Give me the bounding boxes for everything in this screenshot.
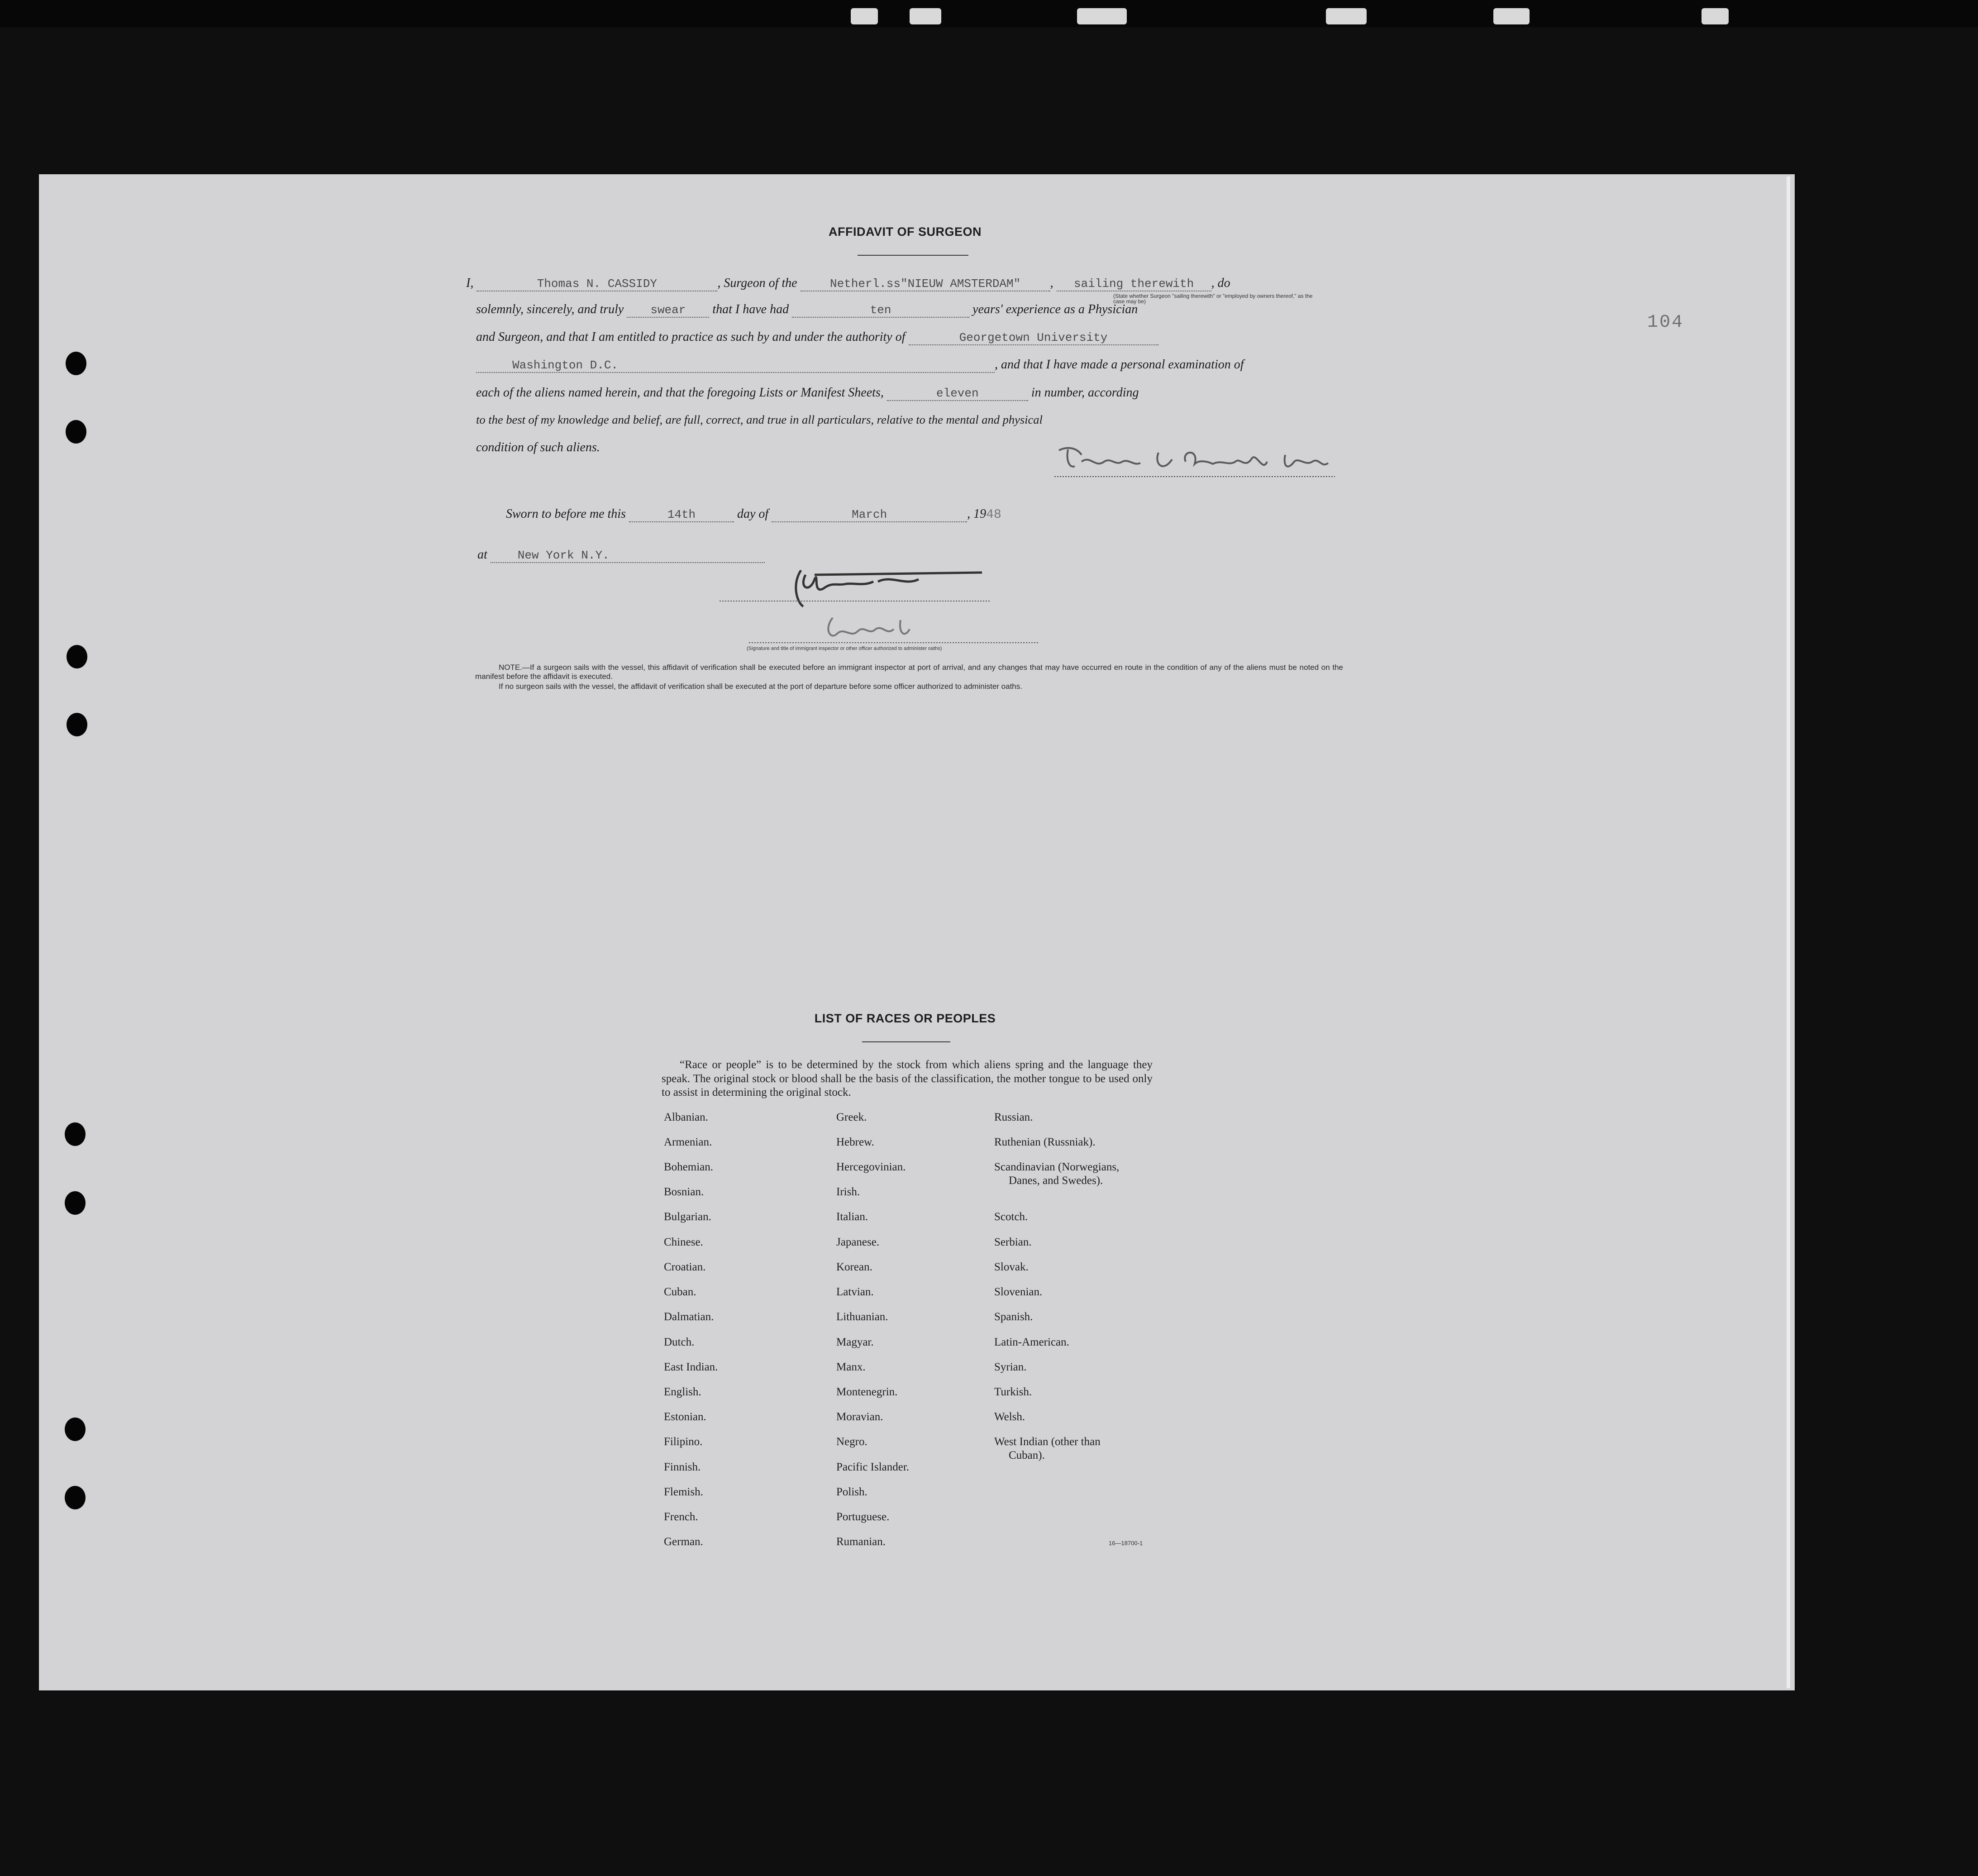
race-item: Montenegrin. xyxy=(836,1386,898,1398)
in-number-text: in number, according xyxy=(1031,386,1139,400)
punch-hole xyxy=(66,420,86,444)
race-item: Croatian. xyxy=(664,1261,706,1273)
sworn-text: Sworn to before me this xyxy=(506,507,626,521)
manifest-page xyxy=(39,174,1795,1690)
race-item: Serbian. xyxy=(994,1236,1032,1248)
races-intro: “Race or people” is to be determined by the stock from which aliens spring and the language they speak. The original stock or blood shall be the basis of the classification, the mother tongue to be used only to assist in determining the original stock. xyxy=(662,1059,1153,1098)
month-field: March xyxy=(772,508,967,522)
page-edge xyxy=(1787,177,1790,1688)
affidavit-line-6: to the best of my knowledge and belief, are full, correct, and true in all particulars, relative to the mental and physical xyxy=(476,413,1043,426)
have-had-text: that I have had xyxy=(712,302,789,316)
race-item: Korean. xyxy=(836,1261,872,1273)
punch-hole xyxy=(67,713,87,736)
title-rule xyxy=(858,255,968,256)
race-item: Slovenian. xyxy=(994,1286,1043,1298)
day-field: 14th xyxy=(629,508,734,522)
examination-text: , and that I have made a personal examination of xyxy=(995,358,1244,372)
note-paragraph-1: NOTE.—If a surgeon sails with the vessel, this affidavit of verification shall be executed before an immigrant inspector at port of arrival, and any changes that may have occurred en route in the condition of any of the aliens must be noted on the manifest before the affidavit is executed. xyxy=(475,663,1343,681)
race-item: Irish. xyxy=(836,1186,860,1198)
surgeon-of-text: , Surgeon of the xyxy=(717,276,797,290)
affidavit-line-4 xyxy=(476,358,1244,373)
at-text: at xyxy=(477,548,487,562)
race-item: Greek. xyxy=(836,1111,867,1123)
signature-caption: (Signature and title of immigrant inspector or other officer authorized to administer oaths) xyxy=(747,646,942,651)
race-item: Armenian. xyxy=(664,1136,712,1148)
punch-hole xyxy=(65,1418,86,1441)
race-item: East Indian. xyxy=(664,1361,718,1373)
race-item: Ruthenian (Russniak). xyxy=(994,1136,1096,1148)
race-item: West Indian (other than xyxy=(994,1436,1101,1448)
authority-field: Georgetown University xyxy=(909,331,1158,345)
sheets-field: eleven xyxy=(887,387,1028,401)
place-line xyxy=(477,548,765,563)
race-item: Rumanian. xyxy=(836,1536,886,1548)
race-item: Syrian. xyxy=(994,1361,1027,1373)
affidavit-title: AFFIDAVIT OF SURGEON xyxy=(829,225,982,239)
race-item: Latin-American. xyxy=(994,1336,1069,1348)
affidavit-line-2 xyxy=(476,302,1138,318)
page-number: 104 xyxy=(1647,312,1684,333)
race-item: Scandinavian (Norwegians, xyxy=(994,1161,1120,1173)
race-item: Albanian. xyxy=(664,1111,708,1123)
sailing-field: sailing therewith xyxy=(1057,277,1211,291)
film-sprocket-mark xyxy=(1702,8,1729,24)
sworn-line xyxy=(506,507,1001,522)
race-item: Bosnian. xyxy=(664,1186,704,1198)
race-item: Portuguese. xyxy=(836,1511,890,1523)
race-item: Flemish. xyxy=(664,1486,703,1498)
affidavit-line-3 xyxy=(476,330,1158,345)
race-item: Polish. xyxy=(836,1486,867,1498)
experience-text: years' experience as a Physician xyxy=(972,302,1138,316)
punch-hole xyxy=(66,352,86,375)
race-item: Magyar. xyxy=(836,1336,874,1348)
race-item: Dalmatian. xyxy=(664,1311,714,1323)
punch-hole xyxy=(65,1486,86,1509)
location-field: Washington D.C. xyxy=(476,359,995,373)
race-item: Manx. xyxy=(836,1361,866,1373)
place-field: New York N.Y. xyxy=(491,549,765,563)
punch-hole xyxy=(67,645,87,668)
punch-hole xyxy=(65,1191,86,1215)
race-item: Moravian. xyxy=(836,1411,883,1423)
race-item: Japanese. xyxy=(836,1236,880,1248)
race-item: Finnish. xyxy=(664,1461,701,1473)
note-paragraph-2: If no surgeon sails with the vessel, the affidavit of verification shall be executed at the port of departure before some officer authorized to administer oaths. xyxy=(499,682,1022,691)
race-item: Estonian. xyxy=(664,1411,706,1423)
race-item: German. xyxy=(664,1536,703,1548)
inspector-signature xyxy=(720,561,991,652)
race-item: Filipino. xyxy=(664,1436,703,1448)
race-item: Bohemian. xyxy=(664,1161,714,1173)
each-text: each of the aliens named herein, and that the foregoing Lists or Manifest Sheets, xyxy=(476,386,884,400)
punch-hole xyxy=(65,1122,86,1146)
race-item: Welsh. xyxy=(994,1411,1025,1423)
film-sprocket-mark xyxy=(1493,8,1530,24)
races-title: LIST OF RACES OR PEOPLES xyxy=(814,1012,996,1025)
film-sprocket-mark xyxy=(1077,8,1127,24)
solemnly-text: solemnly, sincerely, and truly xyxy=(476,302,624,316)
race-item: Hercegovinian. xyxy=(836,1161,906,1173)
surgeon-signature xyxy=(1050,441,1339,482)
race-item: Negro. xyxy=(836,1436,867,1448)
race-item: Latvian. xyxy=(836,1286,874,1298)
oath-field: swear xyxy=(627,304,709,318)
film-border-top xyxy=(0,0,1978,27)
race-item: Slovak. xyxy=(994,1261,1029,1273)
affidavit-line-7: condition of such aliens. xyxy=(476,440,600,454)
year-prefix: , 19 xyxy=(967,507,987,521)
and-surgeon-text: and Surgeon, and that I am entitled to practice as such by and under the authority of xyxy=(476,330,906,344)
film-sprocket-mark xyxy=(851,8,878,24)
do-text: , do xyxy=(1211,276,1230,290)
race-item: Scotch. xyxy=(994,1211,1028,1223)
race-item: Turkish. xyxy=(994,1386,1032,1398)
form-number: 16—18700-1 xyxy=(1109,1540,1143,1547)
race-item: Cuban). xyxy=(1009,1449,1045,1461)
state-note: (State whether Surgeon "sailing therewith" or "employed by owners thereof," as the case may be) xyxy=(1113,293,1313,305)
race-item: Italian. xyxy=(836,1211,868,1223)
year-suffix: 48 xyxy=(986,508,1001,522)
surgeon-name-field: Thomas N. CASSIDY xyxy=(477,277,717,291)
race-item: Dutch. xyxy=(664,1336,695,1348)
race-item: Bulgarian. xyxy=(664,1211,711,1223)
race-item: Cuban. xyxy=(664,1286,696,1298)
race-item: Pacific Islander. xyxy=(836,1461,910,1473)
race-item: Lithuanian. xyxy=(836,1311,888,1323)
years-field: ten xyxy=(792,304,969,318)
race-item: Russian. xyxy=(994,1111,1033,1123)
race-item: English. xyxy=(664,1386,701,1398)
race-item: Hebrew. xyxy=(836,1136,874,1148)
day-of-text: day of xyxy=(737,507,769,521)
race-item: Chinese. xyxy=(664,1236,703,1248)
race-item: Spanish. xyxy=(994,1311,1033,1323)
affidavit-line-1: I, Thomas N. CASSIDY , Surgeon of the Netherl.ss"NIEUW AMSTERDAM" , sailing therewith , do xyxy=(466,276,1230,291)
vessel-field: Netherl.ss"NIEUW AMSTERDAM" xyxy=(801,277,1050,291)
race-item: French. xyxy=(664,1511,698,1523)
races-title-rule xyxy=(862,1041,950,1042)
i-label: I, xyxy=(466,276,474,290)
affidavit-line-5 xyxy=(476,386,1139,401)
film-sprocket-mark xyxy=(1326,8,1367,24)
race-item: Danes, and Swedes). xyxy=(1009,1174,1103,1187)
film-sprocket-mark xyxy=(910,8,941,24)
